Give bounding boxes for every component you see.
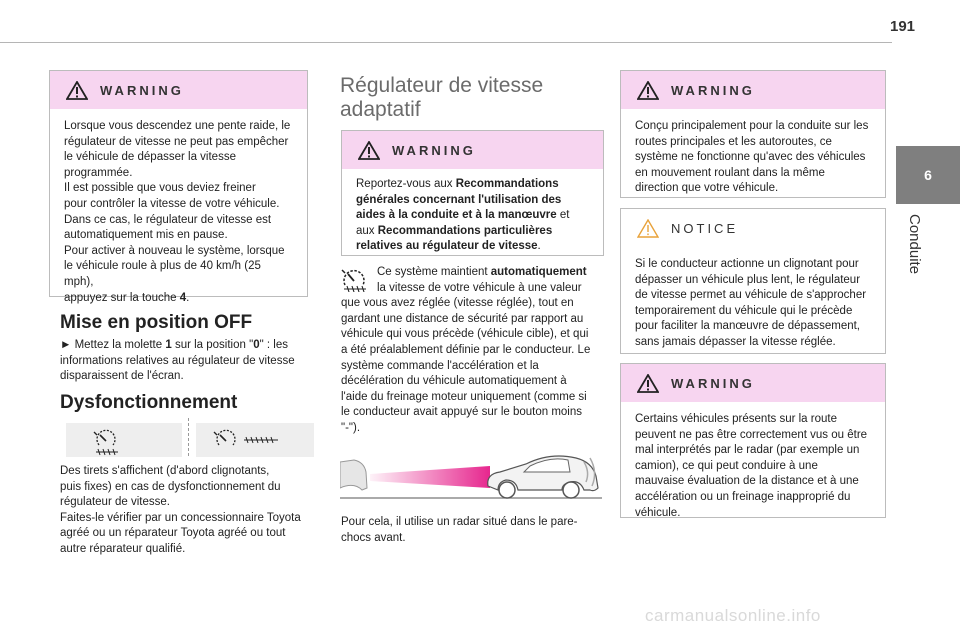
text-line: agréé ou un réparateur Toyota agréé ou tout <box>60 527 286 540</box>
text-line: le conducteur avait appuyé sur le bouton moins <box>341 406 583 419</box>
heading-malfunction: Dysfonctionnement <box>60 392 238 413</box>
warning-header <box>50 71 307 109</box>
notice-header <box>621 209 885 247</box>
warning-triangle-icon <box>358 141 380 160</box>
text-line: régulateur de vitesse ne peut pas empêcher <box>64 135 289 148</box>
display-divider <box>188 418 189 456</box>
warning-box-recommendations <box>341 130 604 256</box>
page-number: 191 <box>890 18 916 35</box>
title-line: adaptatif <box>340 98 421 121</box>
text-line: automatiquement mis en pause. <box>64 229 228 242</box>
warning-header <box>621 71 885 109</box>
text-line: Dans ce cas, le régulateur de vitesse est <box>64 213 272 226</box>
text-line: système ne fonctionne qu'avec des véhicules <box>635 151 866 164</box>
acc-intro-paragraph <box>341 265 606 437</box>
text-line: régulateur de vitesse. <box>60 496 170 509</box>
text-line: accélération ou un freinage inapproprié du <box>635 490 851 503</box>
notice-title: NOTICE <box>671 220 739 236</box>
notice-box-overtaking <box>620 208 886 354</box>
text-line: mauvaise évaluation de la distance et à une <box>635 475 859 488</box>
text-line: disparaissent de l'écran. <box>60 370 184 383</box>
text-line: Ce système maintient automatiquement <box>377 266 587 278</box>
text-line: autre réparateur qualifié. <box>60 542 186 555</box>
text-line: pour contrôler la vitesse de votre véhicule. <box>64 197 280 210</box>
warning-title: WARNING <box>392 142 476 158</box>
text-line: en mouvement roulant dans la même <box>635 166 825 179</box>
warning-triangle-icon <box>66 81 88 100</box>
text-line: l'aide du freinage moteur uniquement (comme si <box>341 390 587 403</box>
warning-triangle-icon <box>637 374 659 393</box>
warning-triangle-icon <box>637 81 659 100</box>
warning-body <box>621 109 885 207</box>
notice-triangle-icon <box>637 219 659 238</box>
text-line: Certains véhicules présents sur la route <box>635 413 837 425</box>
watermark: carmanualsonline.info <box>645 606 821 625</box>
title-line: Régulateur de vitesse <box>340 74 544 97</box>
text-line: peuvent ne pas être correctement vus ou être <box>635 428 868 441</box>
radar-car-illustration <box>340 448 602 502</box>
text-line: aides à la conduite et à la manœuvre et <box>356 209 570 222</box>
off-paragraph <box>60 338 310 385</box>
text-line: sans jamais dépasser la vitesse réglée. <box>635 335 836 348</box>
text-line: Faites-le vérifier par un concessionnaire Toyota <box>60 511 301 524</box>
text-line: routes principales et les autoroutes, ce <box>635 135 832 148</box>
text-line: mal interprétés par le radar (par exemple un <box>635 444 860 457</box>
warning-box-radar-limits <box>620 363 886 518</box>
warning-box-main-roads <box>620 70 886 198</box>
text-line: programmée. <box>64 166 133 179</box>
warning-header <box>621 364 885 402</box>
text-line: Lorsque vous descendez une pente raide, le <box>64 120 291 132</box>
text-line: Il est possible que vous deviez freiner <box>64 182 256 195</box>
text-line: pour faciliter la manœuvre de dépassement, <box>635 320 860 333</box>
text-line: a été préalablement définie par le conducteur. Le <box>341 343 591 356</box>
warning-body <box>342 169 603 265</box>
text-line: générales concernant l'utilisation des <box>356 193 562 206</box>
chapter-label: Conduite <box>906 214 923 275</box>
warning-title: WARNING <box>100 82 184 98</box>
display-dashes-blinking <box>66 423 182 457</box>
radar-beam <box>370 466 490 488</box>
text-line: véhicule qui vous précède (véhicule cible), et qui <box>341 328 589 341</box>
text-line: Conçu principalement pour la conduite sur les <box>635 120 869 132</box>
warning-header <box>342 131 603 169</box>
text-line: dépasser un véhicule plus lent, le régulateur <box>635 273 861 286</box>
rear-car <box>340 460 367 490</box>
chapter-tab[interactable] <box>896 146 960 204</box>
notice-body <box>621 247 885 361</box>
text-line: le véhicule roule à plus de 40 km/h (25 mph), <box>64 260 261 288</box>
chapter-number: 6 <box>924 167 932 183</box>
text-line: Pour cela, il utilise un radar situé dans le pare- <box>341 516 578 528</box>
text-line: de vitesse permet au véhicule de s'approcher <box>635 289 867 302</box>
text-line: la vitesse de votre véhicule à une valeur <box>377 281 582 294</box>
text-line: temporairement du véhicule qui le précède <box>635 304 853 317</box>
text-line: que vous avez réglée (vitesse réglée), tout en <box>341 297 574 310</box>
text-line: le véhicule de dépasser la vitesse <box>64 151 236 164</box>
radar-paragraph <box>341 515 606 546</box>
speed-gauge-icon <box>66 423 182 457</box>
text-line: relatives au régulateur de vitesse. <box>356 240 541 253</box>
text-line: système commande l'accélération et la <box>341 359 539 372</box>
text-line: informations relatives au régulateur de vitesse <box>60 354 295 367</box>
text-line: direction que votre véhicule. <box>635 182 779 195</box>
warning-body <box>621 402 885 531</box>
header-rule <box>0 42 892 43</box>
warning-box-downhill <box>49 70 308 304</box>
text-line: Si le conducteur actionne un clignotant pour <box>635 258 859 270</box>
text-line: appuyez sur la touche 4. <box>64 291 190 304</box>
malfunction-paragraph <box>60 464 320 558</box>
section-title <box>340 74 610 122</box>
text-line: camion), ce qui peut conduire à une <box>635 459 818 472</box>
text-line: Pour activer à nouveau le système, lorsque <box>64 244 285 257</box>
heading-off: Mise en position OFF <box>60 312 253 333</box>
speed-gauge-icon <box>196 423 314 457</box>
text-line: "-"). <box>341 421 361 434</box>
warning-title: WARNING <box>671 82 755 98</box>
text-line: chocs avant. <box>341 531 406 544</box>
warning-body <box>50 109 307 316</box>
text-line: ► Mettez la molette 1 sur la position "0" : les <box>60 339 288 351</box>
text-line: puis fixes) en cas de dysfonctionnement du <box>60 480 281 493</box>
warning-title: WARNING <box>671 375 755 391</box>
text-line: décélération du véhicule automatiquement à <box>341 375 567 388</box>
text-line: aux Recommandations particulières <box>356 224 553 237</box>
text-line: véhicule. <box>635 506 681 519</box>
text-line: Des tirets s'affichent (d'abord clignotants, <box>60 465 270 477</box>
display-dashes-fixed <box>196 423 314 457</box>
text-line: gardant une distance de sécurité par rapport au <box>341 312 584 325</box>
text-line: Reportez-vous aux Recommandations <box>356 178 559 190</box>
